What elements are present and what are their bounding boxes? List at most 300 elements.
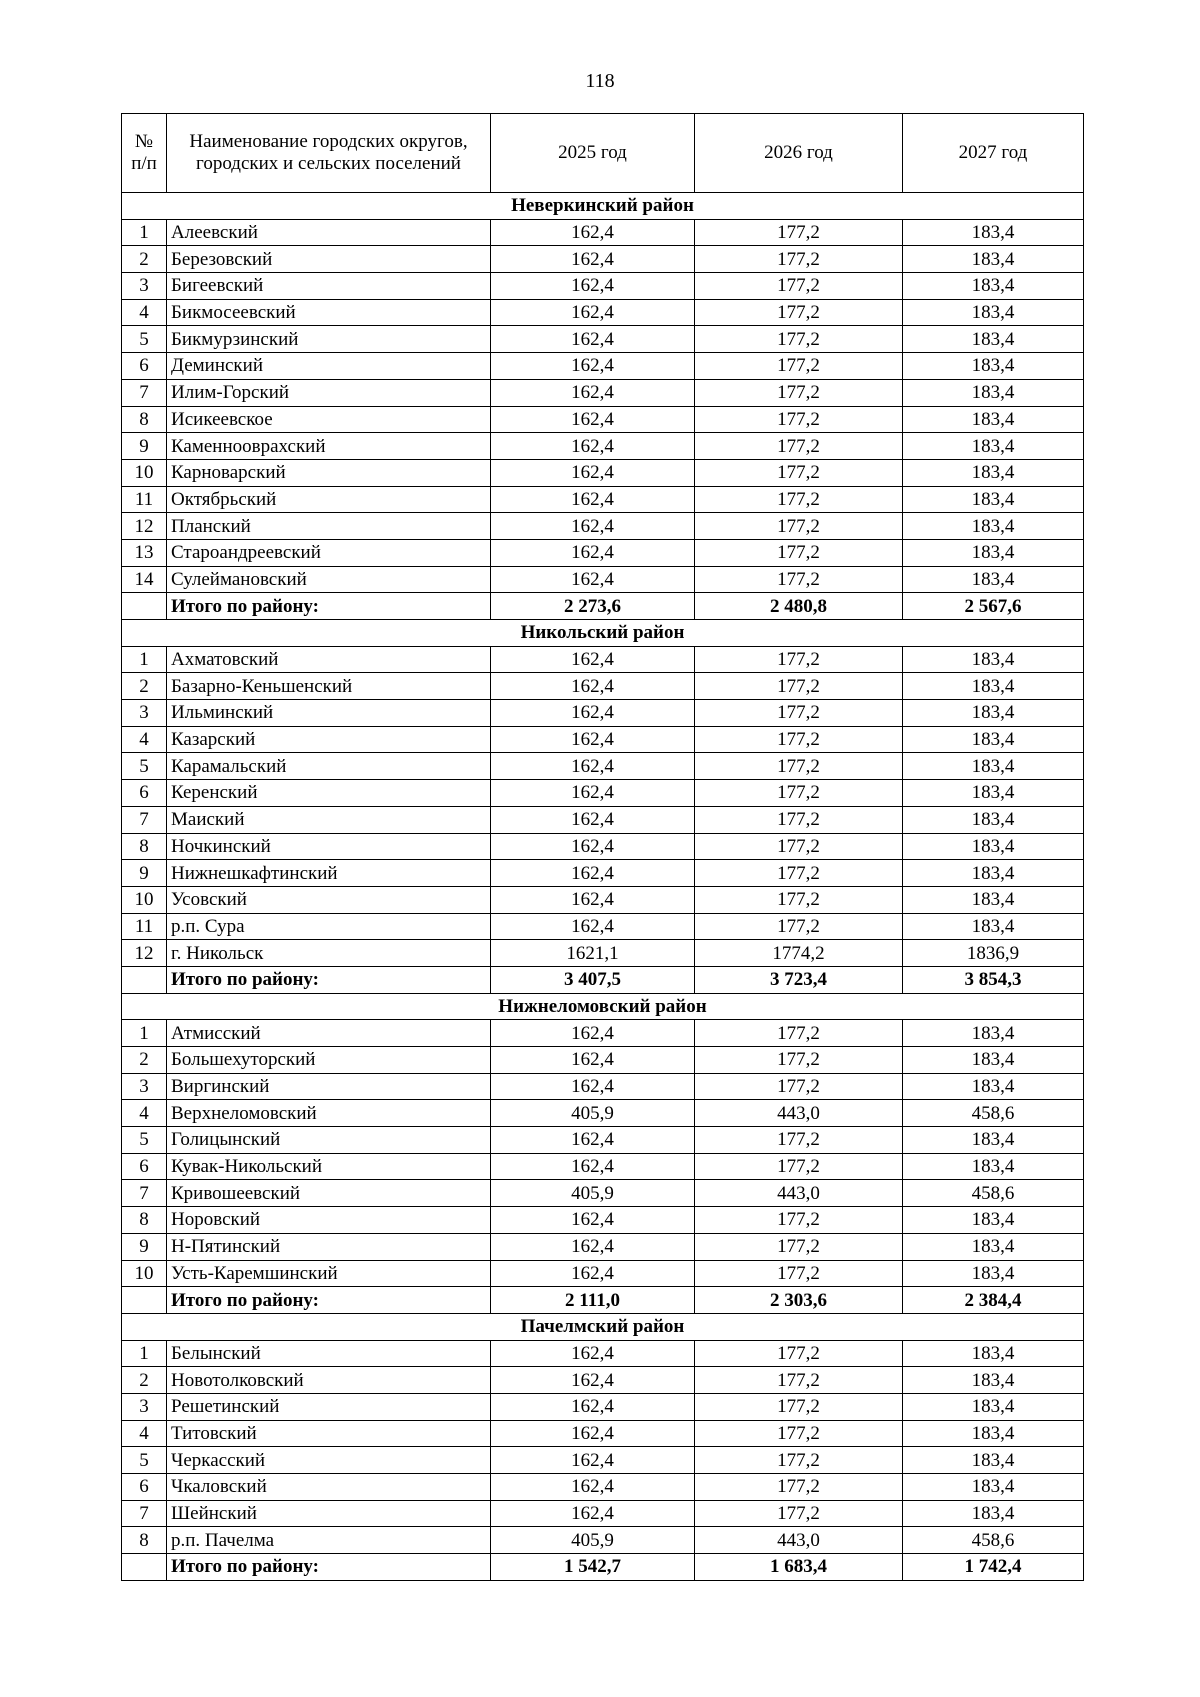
row-number: 10 <box>122 1260 167 1287</box>
value-2026: 177,2 <box>695 833 903 860</box>
value-2027: 183,4 <box>903 273 1084 300</box>
settlement-name: Ильминский <box>167 700 491 727</box>
value-2025: 405,9 <box>491 1180 695 1207</box>
value-2026: 443,0 <box>695 1527 903 1554</box>
value-2026: 177,2 <box>695 1073 903 1100</box>
header-2025: 2025 год <box>491 114 695 193</box>
table-row <box>122 726 1084 753</box>
settlement-name: Бигеевский <box>167 273 491 300</box>
total-2025: 1 542,7 <box>491 1554 695 1581</box>
table-row <box>122 886 1084 913</box>
table-row <box>122 1207 1084 1234</box>
value-2026: 177,2 <box>695 433 903 460</box>
value-2026: 443,0 <box>695 1100 903 1127</box>
total-2027: 2 567,6 <box>903 593 1084 620</box>
row-number: 8 <box>122 406 167 433</box>
table-row <box>122 433 1084 460</box>
row-number: 2 <box>122 246 167 273</box>
table-row <box>122 780 1084 807</box>
value-2026: 177,2 <box>695 1474 903 1501</box>
total-label: Итого по району: <box>167 593 491 620</box>
table-row <box>122 806 1084 833</box>
settlement-name: Голицынский <box>167 1127 491 1154</box>
value-2025: 162,4 <box>491 1233 695 1260</box>
value-2027: 183,4 <box>903 700 1084 727</box>
settlement-name: Планский <box>167 513 491 540</box>
table-row <box>122 1420 1084 1447</box>
row-number: 12 <box>122 513 167 540</box>
row-number: 7 <box>122 806 167 833</box>
district-total-row <box>122 1287 1084 1314</box>
settlement-name: Каменнооврахский <box>167 433 491 460</box>
value-2025: 162,4 <box>491 299 695 326</box>
value-2027: 183,4 <box>903 566 1084 593</box>
value-2027: 183,4 <box>903 833 1084 860</box>
settlement-name: Черкасский <box>167 1447 491 1474</box>
row-number: 1 <box>122 1340 167 1367</box>
value-2025: 162,4 <box>491 673 695 700</box>
header-name: Наименование городских округов, городских и сельских поселений <box>167 114 491 193</box>
table-row <box>122 1527 1084 1554</box>
table-row <box>122 860 1084 887</box>
table-row <box>122 1367 1084 1394</box>
value-2026: 177,2 <box>695 1020 903 1047</box>
table-row <box>122 1233 1084 1260</box>
table-row <box>122 513 1084 540</box>
table-row <box>122 646 1084 673</box>
row-number: 1 <box>122 219 167 246</box>
value-2025: 162,4 <box>491 753 695 780</box>
value-2026: 177,2 <box>695 1153 903 1180</box>
value-2025: 162,4 <box>491 726 695 753</box>
total-2025: 2 273,6 <box>491 593 695 620</box>
settlement-name: Чкаловский <box>167 1474 491 1501</box>
value-2027: 183,4 <box>903 353 1084 380</box>
row-number: 4 <box>122 299 167 326</box>
value-2027: 183,4 <box>903 673 1084 700</box>
table-row <box>122 486 1084 513</box>
value-2027: 458,6 <box>903 1527 1084 1554</box>
total-2025: 3 407,5 <box>491 966 695 993</box>
value-2025: 162,4 <box>491 806 695 833</box>
value-2025: 162,4 <box>491 406 695 433</box>
budget-table <box>121 113 1084 1581</box>
value-2027: 183,4 <box>903 646 1084 673</box>
row-number: 1 <box>122 646 167 673</box>
settlement-name: Новотолковский <box>167 1367 491 1394</box>
value-2025: 162,4 <box>491 1420 695 1447</box>
value-2026: 177,2 <box>695 299 903 326</box>
row-number: 5 <box>122 1127 167 1154</box>
settlement-name: Ахматовский <box>167 646 491 673</box>
total-2027: 2 384,4 <box>903 1287 1084 1314</box>
value-2026: 177,2 <box>695 513 903 540</box>
row-number: 8 <box>122 1207 167 1234</box>
value-2027: 458,6 <box>903 1100 1084 1127</box>
value-2025: 162,4 <box>491 860 695 887</box>
settlement-name: Атмисский <box>167 1020 491 1047</box>
settlement-name: г. Никольск <box>167 940 491 967</box>
value-2025: 162,4 <box>491 1500 695 1527</box>
row-number: 11 <box>122 913 167 940</box>
value-2027: 183,4 <box>903 219 1084 246</box>
table-row <box>122 1020 1084 1047</box>
value-2025: 162,4 <box>491 1447 695 1474</box>
table-row <box>122 1073 1084 1100</box>
table-row <box>122 1047 1084 1074</box>
value-2025: 162,4 <box>491 539 695 566</box>
row-number: 4 <box>122 1420 167 1447</box>
header-row <box>122 114 1084 193</box>
row-number: 2 <box>122 1047 167 1074</box>
settlement-name: Базарно-Кеньшенский <box>167 673 491 700</box>
row-number: 10 <box>122 886 167 913</box>
settlement-name: Виргинский <box>167 1073 491 1100</box>
settlement-name: Бикмосеевский <box>167 299 491 326</box>
table-row <box>122 1153 1084 1180</box>
row-number: 2 <box>122 1367 167 1394</box>
row-number: 8 <box>122 1527 167 1554</box>
row-number: 5 <box>122 753 167 780</box>
table-row <box>122 326 1084 353</box>
value-2025: 162,4 <box>491 1020 695 1047</box>
total-2026: 2 303,6 <box>695 1287 903 1314</box>
table-row <box>122 273 1084 300</box>
settlement-name: Сулеймановский <box>167 566 491 593</box>
value-2027: 1836,9 <box>903 940 1084 967</box>
settlement-name: Нижнешкафтинский <box>167 860 491 887</box>
district-header-row <box>122 620 1084 647</box>
district-total-row <box>122 1554 1084 1581</box>
value-2026: 177,2 <box>695 806 903 833</box>
table-row <box>122 459 1084 486</box>
value-2026: 177,2 <box>695 886 903 913</box>
table-body <box>122 193 1084 1581</box>
district-header-row <box>122 1313 1084 1340</box>
settlement-name: Усть-Каремшинский <box>167 1260 491 1287</box>
value-2025: 162,4 <box>491 513 695 540</box>
value-2026: 177,2 <box>695 539 903 566</box>
value-2027: 183,4 <box>903 1340 1084 1367</box>
value-2027: 183,4 <box>903 1447 1084 1474</box>
row-number: 7 <box>122 379 167 406</box>
total-label: Итого по району: <box>167 966 491 993</box>
total-2025: 2 111,0 <box>491 1287 695 1314</box>
row-number: 12 <box>122 940 167 967</box>
settlement-name: Исикеевское <box>167 406 491 433</box>
row-number: 5 <box>122 326 167 353</box>
row-number: 6 <box>122 1153 167 1180</box>
table-row <box>122 566 1084 593</box>
total-label: Итого по району: <box>167 1287 491 1314</box>
value-2027: 183,4 <box>903 780 1084 807</box>
district-title: Пачелмский район <box>122 1313 1084 1340</box>
table-row <box>122 913 1084 940</box>
row-number: 9 <box>122 1233 167 1260</box>
value-2027: 183,4 <box>903 1393 1084 1420</box>
value-2027: 183,4 <box>903 1260 1084 1287</box>
value-2025: 162,4 <box>491 433 695 460</box>
table-row <box>122 539 1084 566</box>
total-empty-cell <box>122 1287 167 1314</box>
row-number: 14 <box>122 566 167 593</box>
settlement-name: Карамальский <box>167 753 491 780</box>
table-row <box>122 353 1084 380</box>
value-2025: 162,4 <box>491 1474 695 1501</box>
table-row <box>122 219 1084 246</box>
value-2026: 177,2 <box>695 406 903 433</box>
total-label: Итого по району: <box>167 1554 491 1581</box>
row-number: 6 <box>122 1474 167 1501</box>
table-row <box>122 1474 1084 1501</box>
value-2026: 177,2 <box>695 1207 903 1234</box>
value-2027: 183,4 <box>903 1207 1084 1234</box>
row-number: 11 <box>122 486 167 513</box>
header-2026: 2026 год <box>695 114 903 193</box>
value-2027: 183,4 <box>903 299 1084 326</box>
page-number: 118 <box>585 70 615 92</box>
row-number: 6 <box>122 353 167 380</box>
value-2026: 177,2 <box>695 353 903 380</box>
value-2026: 177,2 <box>695 1500 903 1527</box>
value-2027: 183,4 <box>903 1500 1084 1527</box>
value-2026: 177,2 <box>695 1047 903 1074</box>
value-2025: 162,4 <box>491 1073 695 1100</box>
value-2026: 177,2 <box>695 860 903 887</box>
row-number: 1 <box>122 1020 167 1047</box>
settlement-name: Титовский <box>167 1420 491 1447</box>
value-2025: 162,4 <box>491 566 695 593</box>
value-2025: 162,4 <box>491 326 695 353</box>
row-number: 10 <box>122 459 167 486</box>
value-2027: 183,4 <box>903 1020 1084 1047</box>
value-2027: 183,4 <box>903 246 1084 273</box>
value-2026: 443,0 <box>695 1180 903 1207</box>
value-2027: 458,6 <box>903 1180 1084 1207</box>
table-row <box>122 673 1084 700</box>
table-row <box>122 299 1084 326</box>
district-total-row <box>122 593 1084 620</box>
table-row <box>122 1180 1084 1207</box>
settlement-name: Белынский <box>167 1340 491 1367</box>
value-2025: 162,4 <box>491 1127 695 1154</box>
table-row <box>122 1340 1084 1367</box>
district-total-row <box>122 966 1084 993</box>
total-2026: 3 723,4 <box>695 966 903 993</box>
value-2025: 162,4 <box>491 700 695 727</box>
settlement-name: Усовский <box>167 886 491 913</box>
value-2027: 183,4 <box>903 1073 1084 1100</box>
table-row <box>122 1100 1084 1127</box>
value-2027: 183,4 <box>903 406 1084 433</box>
value-2026: 177,2 <box>695 486 903 513</box>
total-empty-cell <box>122 1554 167 1581</box>
value-2025: 162,4 <box>491 1207 695 1234</box>
value-2027: 183,4 <box>903 1474 1084 1501</box>
row-number: 3 <box>122 273 167 300</box>
row-number: 8 <box>122 833 167 860</box>
table-row <box>122 1127 1084 1154</box>
value-2026: 177,2 <box>695 273 903 300</box>
value-2027: 183,4 <box>903 513 1084 540</box>
district-title: Никольский район <box>122 620 1084 647</box>
row-number: 6 <box>122 780 167 807</box>
value-2026: 177,2 <box>695 459 903 486</box>
value-2026: 177,2 <box>695 326 903 353</box>
value-2025: 162,4 <box>491 886 695 913</box>
value-2027: 183,4 <box>903 539 1084 566</box>
value-2026: 177,2 <box>695 913 903 940</box>
settlement-name: Карноварский <box>167 459 491 486</box>
settlement-name: Большехуторский <box>167 1047 491 1074</box>
value-2027: 183,4 <box>903 326 1084 353</box>
value-2025: 405,9 <box>491 1527 695 1554</box>
total-2026: 2 480,8 <box>695 593 903 620</box>
value-2027: 183,4 <box>903 1047 1084 1074</box>
settlement-name: Норовский <box>167 1207 491 1234</box>
value-2027: 183,4 <box>903 860 1084 887</box>
settlement-name: Верхнеломовский <box>167 1100 491 1127</box>
value-2025: 162,4 <box>491 780 695 807</box>
table-row <box>122 379 1084 406</box>
table-row <box>122 1260 1084 1287</box>
settlement-name: Н-Пятинский <box>167 1233 491 1260</box>
value-2027: 183,4 <box>903 726 1084 753</box>
total-2027: 3 854,3 <box>903 966 1084 993</box>
district-header-row <box>122 993 1084 1020</box>
value-2027: 183,4 <box>903 1367 1084 1394</box>
value-2025: 162,4 <box>491 459 695 486</box>
row-number: 3 <box>122 700 167 727</box>
value-2026: 177,2 <box>695 1127 903 1154</box>
value-2027: 183,4 <box>903 1233 1084 1260</box>
table-row <box>122 940 1084 967</box>
value-2025: 162,4 <box>491 219 695 246</box>
table-row <box>122 700 1084 727</box>
value-2025: 162,4 <box>491 379 695 406</box>
value-2025: 162,4 <box>491 1393 695 1420</box>
value-2025: 162,4 <box>491 1340 695 1367</box>
table-row <box>122 1393 1084 1420</box>
value-2027: 183,4 <box>903 433 1084 460</box>
row-number: 3 <box>122 1073 167 1100</box>
value-2026: 177,2 <box>695 1447 903 1474</box>
value-2026: 177,2 <box>695 1367 903 1394</box>
district-title: Неверкинский район <box>122 193 1084 220</box>
value-2026: 177,2 <box>695 1393 903 1420</box>
table-row <box>122 406 1084 433</box>
settlement-name: Ночкинский <box>167 833 491 860</box>
value-2026: 177,2 <box>695 1340 903 1367</box>
settlement-name: Решетинский <box>167 1393 491 1420</box>
value-2026: 177,2 <box>695 726 903 753</box>
value-2026: 177,2 <box>695 780 903 807</box>
settlement-name: р.п. Сура <box>167 913 491 940</box>
settlement-name: Илим-Горский <box>167 379 491 406</box>
header-2027: 2027 год <box>903 114 1084 193</box>
value-2026: 177,2 <box>695 646 903 673</box>
value-2026: 177,2 <box>695 1233 903 1260</box>
total-empty-cell <box>122 966 167 993</box>
value-2025: 162,4 <box>491 1260 695 1287</box>
settlement-name: Березовский <box>167 246 491 273</box>
settlement-name: Керенский <box>167 780 491 807</box>
district-title: Нижнеломовский район <box>122 993 1084 1020</box>
value-2025: 162,4 <box>491 273 695 300</box>
row-number: 9 <box>122 860 167 887</box>
settlement-name: Октябрьский <box>167 486 491 513</box>
value-2025: 1621,1 <box>491 940 695 967</box>
value-2026: 177,2 <box>695 219 903 246</box>
value-2026: 177,2 <box>695 1260 903 1287</box>
value-2027: 183,4 <box>903 486 1084 513</box>
value-2026: 177,2 <box>695 700 903 727</box>
value-2026: 177,2 <box>695 753 903 780</box>
table-row <box>122 246 1084 273</box>
value-2026: 1774,2 <box>695 940 903 967</box>
settlement-name: р.п. Пачелма <box>167 1527 491 1554</box>
value-2026: 177,2 <box>695 673 903 700</box>
total-empty-cell <box>122 593 167 620</box>
value-2025: 162,4 <box>491 1367 695 1394</box>
row-number: 3 <box>122 1393 167 1420</box>
row-number: 7 <box>122 1180 167 1207</box>
row-number: 4 <box>122 726 167 753</box>
settlement-name: Казарский <box>167 726 491 753</box>
value-2025: 162,4 <box>491 1047 695 1074</box>
row-number: 7 <box>122 1500 167 1527</box>
value-2025: 405,9 <box>491 1100 695 1127</box>
settlement-name: Бикмурзинский <box>167 326 491 353</box>
value-2026: 177,2 <box>695 379 903 406</box>
value-2025: 162,4 <box>491 833 695 860</box>
value-2026: 177,2 <box>695 246 903 273</box>
value-2025: 162,4 <box>491 646 695 673</box>
value-2025: 162,4 <box>491 353 695 380</box>
value-2027: 183,4 <box>903 379 1084 406</box>
row-number: 4 <box>122 1100 167 1127</box>
value-2025: 162,4 <box>491 1153 695 1180</box>
row-number: 5 <box>122 1447 167 1474</box>
value-2025: 162,4 <box>491 486 695 513</box>
value-2027: 183,4 <box>903 913 1084 940</box>
district-header-row <box>122 193 1084 220</box>
value-2026: 177,2 <box>695 1420 903 1447</box>
settlement-name: Маиский <box>167 806 491 833</box>
header-num: № п/п <box>122 114 167 193</box>
row-number: 2 <box>122 673 167 700</box>
value-2027: 183,4 <box>903 806 1084 833</box>
value-2027: 183,4 <box>903 1127 1084 1154</box>
row-number: 9 <box>122 433 167 460</box>
table-row <box>122 833 1084 860</box>
total-2026: 1 683,4 <box>695 1554 903 1581</box>
settlement-name: Кривошеевский <box>167 1180 491 1207</box>
value-2027: 183,4 <box>903 1420 1084 1447</box>
value-2027: 183,4 <box>903 753 1084 780</box>
settlement-name: Кувак-Никольский <box>167 1153 491 1180</box>
value-2027: 183,4 <box>903 1153 1084 1180</box>
value-2027: 183,4 <box>903 459 1084 486</box>
value-2027: 183,4 <box>903 886 1084 913</box>
settlement-name: Шейнский <box>167 1500 491 1527</box>
table-row <box>122 1447 1084 1474</box>
row-number: 13 <box>122 539 167 566</box>
table-row <box>122 1500 1084 1527</box>
value-2025: 162,4 <box>491 246 695 273</box>
settlement-name: Алеевский <box>167 219 491 246</box>
value-2025: 162,4 <box>491 913 695 940</box>
